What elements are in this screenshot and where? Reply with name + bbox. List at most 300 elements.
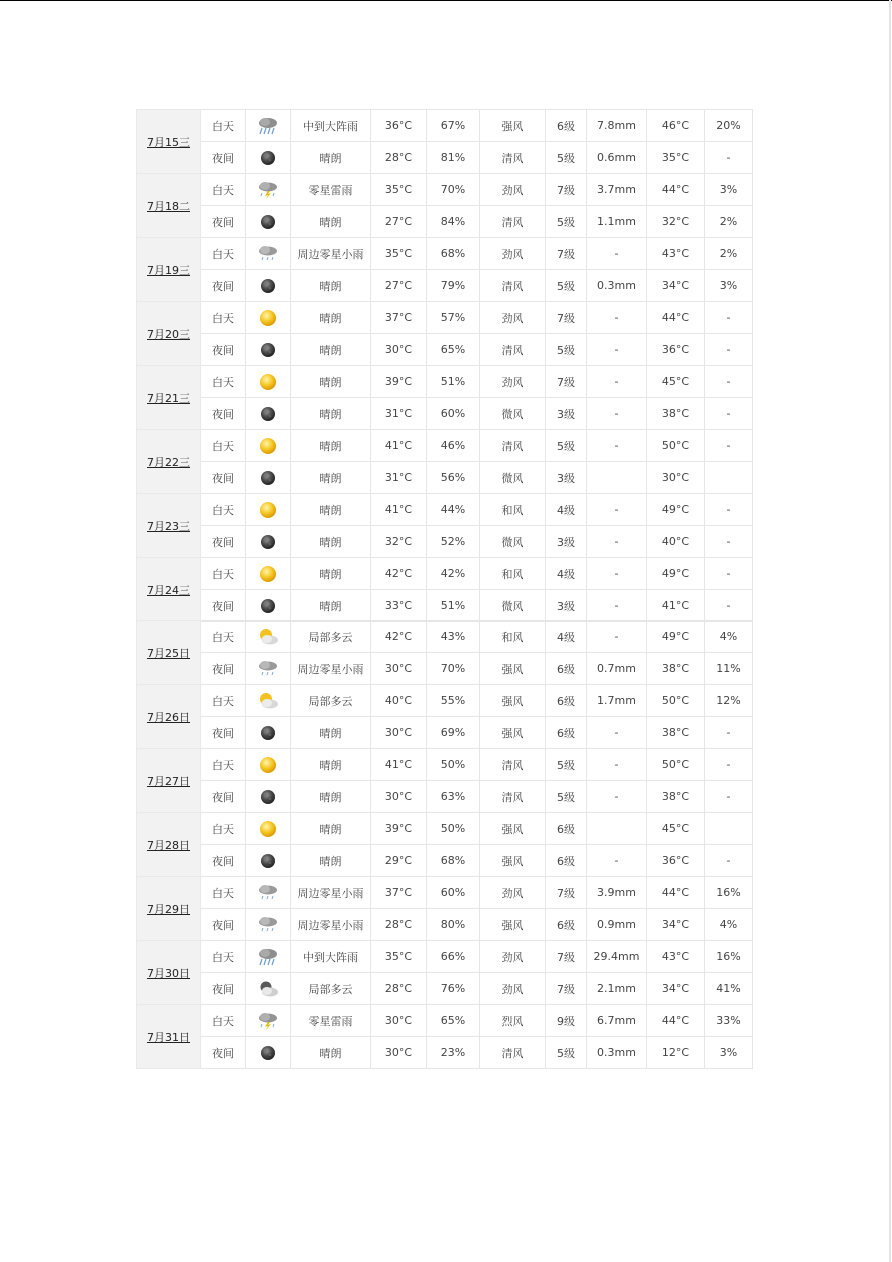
humidity-cell: 44%	[427, 494, 480, 526]
wind-cell: 清风	[480, 142, 546, 174]
date-link[interactable]: 7月24三	[147, 583, 190, 597]
table-row	[137, 653, 753, 685]
rain-cell: 3.7mm	[587, 174, 647, 206]
chance-cell: -	[705, 302, 753, 334]
weather-cell: 晴朗	[291, 366, 371, 398]
temp-cell: 27°C	[371, 206, 427, 238]
weather-cell: 晴朗	[291, 717, 371, 749]
humidity-cell: 81%	[427, 142, 480, 174]
feels-cell: 38°C	[647, 398, 705, 430]
moon-icon	[257, 215, 279, 228]
period-cell: 夜间	[201, 590, 246, 622]
feels-cell: 46°C	[647, 110, 705, 142]
sun-icon	[257, 503, 279, 516]
chance-cell: 2%	[705, 206, 753, 238]
date-link[interactable]: 7月21三	[147, 391, 190, 405]
date-link[interactable]: 7月22三	[147, 455, 190, 469]
period-cell: 夜间	[201, 462, 246, 494]
light-rain-icon	[257, 662, 279, 675]
rain-cell: 0.3mm	[587, 270, 647, 302]
top-border	[0, 0, 892, 1]
table-row	[137, 685, 753, 717]
period-cell: 夜间	[201, 973, 246, 1005]
feels-cell: 30°C	[647, 462, 705, 494]
humidity-cell: 76%	[427, 973, 480, 1005]
feels-cell: 38°C	[647, 717, 705, 749]
weather-cell: 晴朗	[291, 270, 371, 302]
weather-cell: 晴朗	[291, 430, 371, 462]
period-cell: 夜间	[201, 206, 246, 238]
humidity-cell: 56%	[427, 462, 480, 494]
level-cell: 6级	[546, 909, 587, 941]
chance-cell: 16%	[705, 941, 753, 973]
temp-cell: 30°C	[371, 653, 427, 685]
table-row	[137, 398, 753, 430]
chance-cell: 16%	[705, 877, 753, 909]
period-cell: 夜间	[201, 781, 246, 813]
humidity-cell: 57%	[427, 302, 480, 334]
level-cell: 5级	[546, 781, 587, 813]
weather-cell: 晴朗	[291, 302, 371, 334]
rain-cell: -	[587, 430, 647, 462]
date-link[interactable]: 7月27日	[147, 774, 190, 788]
date-cell	[137, 494, 201, 558]
weather-cell: 晴朗	[291, 334, 371, 366]
temp-cell: 30°C	[371, 717, 427, 749]
feels-cell: 40°C	[647, 526, 705, 558]
level-cell: 7级	[546, 941, 587, 973]
table-row	[137, 142, 753, 174]
period-cell: 白天	[201, 621, 246, 653]
date-cell	[137, 1005, 201, 1069]
feels-cell: 43°C	[647, 238, 705, 270]
icon-cell	[246, 238, 291, 270]
moon-icon	[257, 407, 279, 420]
icon-cell	[246, 430, 291, 462]
moon-icon	[257, 790, 279, 803]
level-cell: 5级	[546, 334, 587, 366]
period-cell: 白天	[201, 749, 246, 781]
icon-cell	[246, 366, 291, 398]
icon-cell	[246, 398, 291, 430]
humidity-cell: 52%	[427, 526, 480, 558]
temp-cell: 30°C	[371, 1037, 427, 1069]
date-cell	[137, 749, 201, 813]
date-cell	[137, 302, 201, 366]
wind-cell: 劲风	[480, 238, 546, 270]
table-row	[137, 334, 753, 366]
wind-cell: 和风	[480, 494, 546, 526]
partly-cloudy-icon	[257, 694, 279, 707]
weather-cell: 晴朗	[291, 1037, 371, 1069]
date-cell	[137, 621, 201, 685]
temp-cell: 41°C	[371, 494, 427, 526]
table-row	[137, 845, 753, 877]
table-row	[137, 302, 753, 334]
rain-cell: 7.8mm	[587, 110, 647, 142]
date-link[interactable]: 7月25日	[147, 646, 190, 660]
weather-cell: 晴朗	[291, 142, 371, 174]
level-cell: 9级	[546, 1005, 587, 1037]
rain-cell: -	[587, 621, 647, 653]
rain-cell: -	[587, 334, 647, 366]
feels-cell: 43°C	[647, 941, 705, 973]
wind-cell: 清风	[480, 270, 546, 302]
temp-cell: 29°C	[371, 845, 427, 877]
chance-cell	[705, 462, 753, 494]
wind-cell: 微风	[480, 398, 546, 430]
temp-cell: 30°C	[371, 781, 427, 813]
icon-cell	[246, 781, 291, 813]
rain-cell: -	[587, 238, 647, 270]
moon-icon	[257, 535, 279, 548]
humidity-cell: 79%	[427, 270, 480, 302]
temp-cell: 27°C	[371, 270, 427, 302]
partly-cloudy-night-icon	[257, 982, 279, 995]
rain-cell: 0.6mm	[587, 142, 647, 174]
icon-cell	[246, 813, 291, 845]
sun-icon	[257, 758, 279, 771]
chance-cell: 12%	[705, 685, 753, 717]
light-rain-icon	[257, 247, 279, 260]
humidity-cell: 65%	[427, 1005, 480, 1037]
light-rain-icon	[257, 918, 279, 931]
level-cell: 3级	[546, 462, 587, 494]
icon-cell	[246, 174, 291, 206]
date-cell	[137, 558, 201, 622]
icon-cell	[246, 206, 291, 238]
humidity-cell: 63%	[427, 781, 480, 813]
rain-cell: 3.9mm	[587, 877, 647, 909]
wind-cell: 强风	[480, 909, 546, 941]
humidity-cell: 70%	[427, 174, 480, 206]
level-cell: 7级	[546, 877, 587, 909]
humidity-cell: 50%	[427, 749, 480, 781]
moon-icon	[257, 343, 279, 356]
icon-cell	[246, 685, 291, 717]
period-cell: 白天	[201, 430, 246, 462]
wind-cell: 强风	[480, 845, 546, 877]
temp-cell: 33°C	[371, 590, 427, 622]
rain-cell: -	[587, 398, 647, 430]
period-cell: 夜间	[201, 653, 246, 685]
weather-cell: 晴朗	[291, 206, 371, 238]
table-row	[137, 781, 753, 813]
feels-cell: 50°C	[647, 685, 705, 717]
period-cell: 白天	[201, 1005, 246, 1037]
wind-cell: 清风	[480, 206, 546, 238]
period-cell: 白天	[201, 238, 246, 270]
period-cell: 白天	[201, 110, 246, 142]
wind-cell: 劲风	[480, 366, 546, 398]
temp-cell: 37°C	[371, 877, 427, 909]
level-cell: 7级	[546, 238, 587, 270]
wind-cell: 微风	[480, 526, 546, 558]
chance-cell: 3%	[705, 1037, 753, 1069]
humidity-cell: 68%	[427, 238, 480, 270]
icon-cell	[246, 845, 291, 877]
table-row	[137, 1037, 753, 1069]
icon-cell	[246, 1037, 291, 1069]
wind-cell: 劲风	[480, 174, 546, 206]
date-link[interactable]: 7月30日	[147, 966, 190, 980]
icon-cell	[246, 270, 291, 302]
table-row	[137, 1005, 753, 1037]
weather-table	[136, 620, 753, 1069]
level-cell: 3级	[546, 398, 587, 430]
temp-cell: 41°C	[371, 430, 427, 462]
period-cell: 夜间	[201, 526, 246, 558]
table-row	[137, 941, 753, 973]
period-cell: 夜间	[201, 142, 246, 174]
chance-cell: 33%	[705, 1005, 753, 1037]
table-row	[137, 110, 753, 142]
humidity-cell: 42%	[427, 558, 480, 590]
icon-cell	[246, 526, 291, 558]
table-row	[137, 813, 753, 845]
date-cell	[137, 685, 201, 749]
humidity-cell: 84%	[427, 206, 480, 238]
chance-cell: 3%	[705, 174, 753, 206]
chance-cell	[705, 813, 753, 845]
wind-cell: 强风	[480, 717, 546, 749]
humidity-cell: 66%	[427, 941, 480, 973]
icon-cell	[246, 590, 291, 622]
period-cell: 白天	[201, 685, 246, 717]
period-cell: 白天	[201, 494, 246, 526]
icon-cell	[246, 1005, 291, 1037]
humidity-cell: 55%	[427, 685, 480, 717]
weather-cell: 晴朗	[291, 558, 371, 590]
feels-cell: 36°C	[647, 845, 705, 877]
humidity-cell: 68%	[427, 845, 480, 877]
level-cell: 7级	[546, 302, 587, 334]
weather-cell: 晴朗	[291, 813, 371, 845]
period-cell: 白天	[201, 174, 246, 206]
humidity-cell: 80%	[427, 909, 480, 941]
level-cell: 6级	[546, 110, 587, 142]
date-cell	[137, 813, 201, 877]
rain-cell: -	[587, 749, 647, 781]
chance-cell: -	[705, 398, 753, 430]
moon-icon	[257, 726, 279, 739]
rain-cell: -	[587, 717, 647, 749]
chance-cell: -	[705, 430, 753, 462]
feels-cell: 32°C	[647, 206, 705, 238]
right-border	[889, 0, 891, 1262]
date-link[interactable]: 7月15三	[147, 135, 190, 149]
table-row	[137, 877, 753, 909]
table-row	[137, 494, 753, 526]
feels-cell: 38°C	[647, 653, 705, 685]
date-link[interactable]: 7月18二	[147, 199, 190, 213]
rain-cell: 6.7mm	[587, 1005, 647, 1037]
rain-cell: -	[587, 366, 647, 398]
moon-icon	[257, 1046, 279, 1059]
wind-cell: 劲风	[480, 302, 546, 334]
thunder-shower-icon	[257, 183, 279, 196]
humidity-cell: 70%	[427, 653, 480, 685]
weather-cell: 晴朗	[291, 781, 371, 813]
period-cell: 夜间	[201, 398, 246, 430]
icon-cell	[246, 749, 291, 781]
feels-cell: 50°C	[647, 749, 705, 781]
humidity-cell: 43%	[427, 621, 480, 653]
temp-cell: 35°C	[371, 941, 427, 973]
wind-cell: 劲风	[480, 877, 546, 909]
humidity-cell: 65%	[427, 334, 480, 366]
date-link[interactable]: 7月26日	[147, 710, 190, 724]
chance-cell: 4%	[705, 621, 753, 653]
date-cell	[137, 174, 201, 238]
date-link[interactable]: 7月31日	[147, 1030, 190, 1044]
sun-icon	[257, 567, 279, 580]
wind-cell: 微风	[480, 462, 546, 494]
date-link[interactable]: 7月28日	[147, 838, 190, 852]
temp-cell: 36°C	[371, 110, 427, 142]
rain-cell: -	[587, 526, 647, 558]
chance-cell: -	[705, 366, 753, 398]
period-cell: 白天	[201, 941, 246, 973]
wind-cell: 清风	[480, 334, 546, 366]
humidity-cell: 67%	[427, 110, 480, 142]
chance-cell: -	[705, 749, 753, 781]
icon-cell	[246, 462, 291, 494]
weather-cell: 晴朗	[291, 526, 371, 558]
chance-cell: -	[705, 558, 753, 590]
wind-cell: 和风	[480, 558, 546, 590]
table-row	[137, 462, 753, 494]
wind-cell: 强风	[480, 653, 546, 685]
feels-cell: 35°C	[647, 142, 705, 174]
level-cell: 5级	[546, 430, 587, 462]
date-link[interactable]: 7月23三	[147, 519, 190, 533]
chance-cell: 4%	[705, 909, 753, 941]
weather-cell: 局部多云	[291, 621, 371, 653]
feels-cell: 45°C	[647, 366, 705, 398]
table-row	[137, 717, 753, 749]
period-cell: 夜间	[201, 1037, 246, 1069]
temp-cell: 39°C	[371, 366, 427, 398]
heavy-rain-icon	[257, 950, 279, 963]
moon-icon	[257, 599, 279, 612]
level-cell: 6级	[546, 685, 587, 717]
moon-icon	[257, 854, 279, 867]
icon-cell	[246, 973, 291, 1005]
icon-cell	[246, 142, 291, 174]
rain-cell: -	[587, 845, 647, 877]
period-cell: 白天	[201, 877, 246, 909]
humidity-cell: 46%	[427, 430, 480, 462]
icon-cell	[246, 909, 291, 941]
level-cell: 5级	[546, 749, 587, 781]
temp-cell: 39°C	[371, 813, 427, 845]
wind-cell: 和风	[480, 621, 546, 653]
date-cell	[137, 941, 201, 1005]
chance-cell: 3%	[705, 270, 753, 302]
rain-cell: -	[587, 590, 647, 622]
table-row	[137, 590, 753, 622]
temp-cell: 32°C	[371, 526, 427, 558]
rain-cell: 0.9mm	[587, 909, 647, 941]
chance-cell: 41%	[705, 973, 753, 1005]
feels-cell: 49°C	[647, 494, 705, 526]
rain-cell	[587, 813, 647, 845]
feels-cell: 44°C	[647, 1005, 705, 1037]
period-cell: 夜间	[201, 717, 246, 749]
date-link[interactable]: 7月19三	[147, 263, 190, 277]
feels-cell: 41°C	[647, 590, 705, 622]
level-cell: 4级	[546, 494, 587, 526]
icon-cell	[246, 558, 291, 590]
temp-cell: 40°C	[371, 685, 427, 717]
date-link[interactable]: 7月20三	[147, 327, 190, 341]
chance-cell: -	[705, 494, 753, 526]
icon-cell	[246, 877, 291, 909]
level-cell: 7级	[546, 973, 587, 1005]
feels-cell: 34°C	[647, 973, 705, 1005]
rain-cell: 1.7mm	[587, 685, 647, 717]
icon-cell	[246, 334, 291, 366]
table-row	[137, 973, 753, 1005]
feels-cell: 44°C	[647, 877, 705, 909]
weather-table	[136, 109, 753, 622]
level-cell: 5级	[546, 1037, 587, 1069]
rain-cell: 0.3mm	[587, 1037, 647, 1069]
table-row	[137, 238, 753, 270]
level-cell: 6级	[546, 845, 587, 877]
weather-cell: 局部多云	[291, 685, 371, 717]
sun-icon	[257, 822, 279, 835]
table-row	[137, 366, 753, 398]
wind-cell: 微风	[480, 590, 546, 622]
feels-cell: 45°C	[647, 813, 705, 845]
date-cell	[137, 877, 201, 941]
weather-cell: 晴朗	[291, 494, 371, 526]
date-cell	[137, 238, 201, 302]
wind-cell: 强风	[480, 813, 546, 845]
period-cell: 夜间	[201, 845, 246, 877]
temp-cell: 28°C	[371, 142, 427, 174]
period-cell: 白天	[201, 558, 246, 590]
temp-cell: 31°C	[371, 462, 427, 494]
weather-cell: 晴朗	[291, 462, 371, 494]
icon-cell	[246, 941, 291, 973]
weather-cell: 周边零星小雨	[291, 238, 371, 270]
chance-cell: 2%	[705, 238, 753, 270]
rain-cell: 1.1mm	[587, 206, 647, 238]
rain-cell: -	[587, 781, 647, 813]
date-cell	[137, 110, 201, 174]
heavy-rain-icon	[257, 119, 279, 132]
period-cell: 白天	[201, 366, 246, 398]
date-link[interactable]: 7月29日	[147, 902, 190, 916]
weather-cell: 晴朗	[291, 845, 371, 877]
level-cell: 3级	[546, 526, 587, 558]
moon-icon	[257, 151, 279, 164]
feels-cell: 49°C	[647, 558, 705, 590]
weather-cell: 周边零星小雨	[291, 909, 371, 941]
sun-icon	[257, 439, 279, 452]
weather-cell: 中到大阵雨	[291, 110, 371, 142]
chance-cell: -	[705, 781, 753, 813]
weather-cell: 局部多云	[291, 973, 371, 1005]
wind-cell: 强风	[480, 110, 546, 142]
moon-icon	[257, 279, 279, 292]
table-row	[137, 621, 753, 653]
weather-cell: 晴朗	[291, 398, 371, 430]
period-cell: 白天	[201, 813, 246, 845]
